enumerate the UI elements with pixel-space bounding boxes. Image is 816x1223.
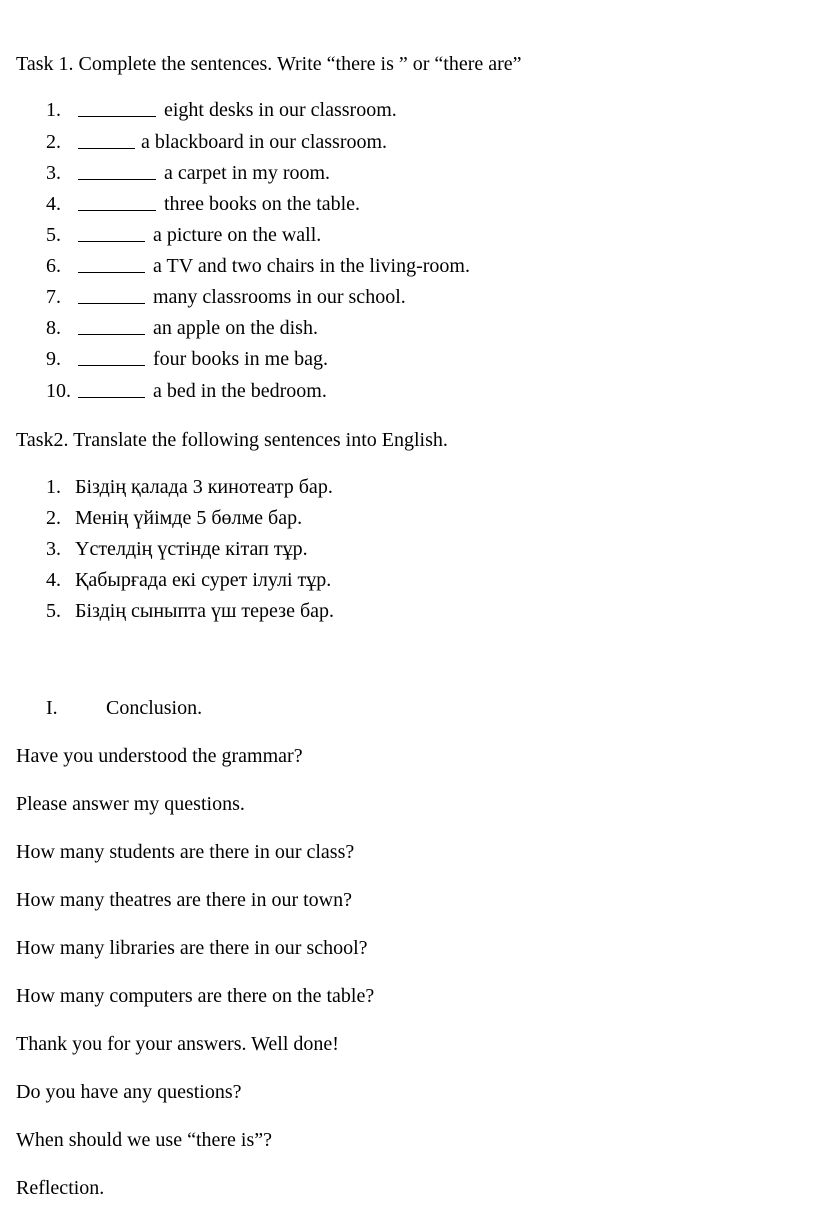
conclusion-line: Have you understood the grammar? <box>16 745 303 767</box>
conclusion-line: How many computers are there on the table? <box>16 985 375 1007</box>
list-item-number: 5. <box>46 224 61 246</box>
task1-heading: Task 1. Complete the sentences. Write “there is ” or “there are” <box>16 53 522 75</box>
list-item-number: 4. <box>46 193 61 215</box>
conclusion-line: Do you have any questions? <box>16 1081 242 1103</box>
list-item-text: a TV and two chairs in the living-room. <box>153 255 470 277</box>
list-item-text: a carpet in my room. <box>164 162 331 184</box>
list-item-number: 2. <box>46 131 61 153</box>
list-item-number: 1. <box>46 99 61 121</box>
list-item-text: a picture on the wall. <box>153 224 322 246</box>
list-item-text: Қабырғада екі сурет ілулі тұр. <box>75 569 332 591</box>
answer-blank[interactable] <box>78 379 145 398</box>
conclusion-line: When should we use “there is”? <box>16 1129 273 1151</box>
list-item-text: four books in me bag. <box>153 348 328 370</box>
answer-blank[interactable] <box>78 130 135 149</box>
list-item-text: an apple on the dish. <box>153 317 318 339</box>
answer-blank[interactable] <box>78 192 156 211</box>
task2-heading: Task2. Translate the following sentences into English. <box>16 429 448 451</box>
list-item-text: Біздің қалада 3 кинотеатр бар. <box>75 476 333 498</box>
list-item-text: many classrooms in our school. <box>153 286 406 308</box>
section-numeral: I. <box>46 697 58 719</box>
list-item-text: a blackboard in our classroom. <box>141 131 388 153</box>
answer-blank[interactable] <box>78 285 145 304</box>
list-item-number: 7. <box>46 286 61 308</box>
answer-blank[interactable] <box>78 98 156 117</box>
answer-blank[interactable] <box>78 316 145 335</box>
list-item-number: 3. <box>46 538 61 560</box>
conclusion-line: How many theatres are there in our town? <box>16 889 352 911</box>
list-item-number: 6. <box>46 255 61 277</box>
list-item-number: 3. <box>46 162 61 184</box>
conclusion-line: How many students are there in our class? <box>16 841 355 863</box>
list-item-number: 1. <box>46 476 61 498</box>
answer-blank[interactable] <box>78 161 156 180</box>
list-item-number: 8. <box>46 317 61 339</box>
list-item-text: Үстелдің үстінде кітап тұр. <box>75 538 308 560</box>
list-item-number: 2. <box>46 507 61 529</box>
list-item-number: 4. <box>46 569 61 591</box>
answer-blank[interactable] <box>78 223 145 242</box>
list-item-text: a bed in the bedroom. <box>153 380 327 402</box>
conclusion-line: Please answer my questions. <box>16 793 245 815</box>
conclusion-title: Conclusion. <box>106 697 203 719</box>
list-item-text: three books on the table. <box>164 193 361 215</box>
list-item-text: Менің үйімде 5 бөлме бар. <box>75 507 303 529</box>
list-item-text: Біздің сыныпта үш терезе бар. <box>75 600 335 622</box>
conclusion-line: Thank you for your answers. Well done! <box>16 1033 339 1055</box>
list-item-number: 9. <box>46 348 61 370</box>
list-item-number: 5. <box>46 600 61 622</box>
answer-blank[interactable] <box>78 254 145 273</box>
list-item-number: 10. <box>46 380 71 402</box>
answer-blank[interactable] <box>78 347 145 366</box>
list-item-text: eight desks in our classroom. <box>164 99 397 121</box>
conclusion-line: How many libraries are there in our school? <box>16 937 368 959</box>
conclusion-line: Reflection. <box>16 1177 105 1199</box>
